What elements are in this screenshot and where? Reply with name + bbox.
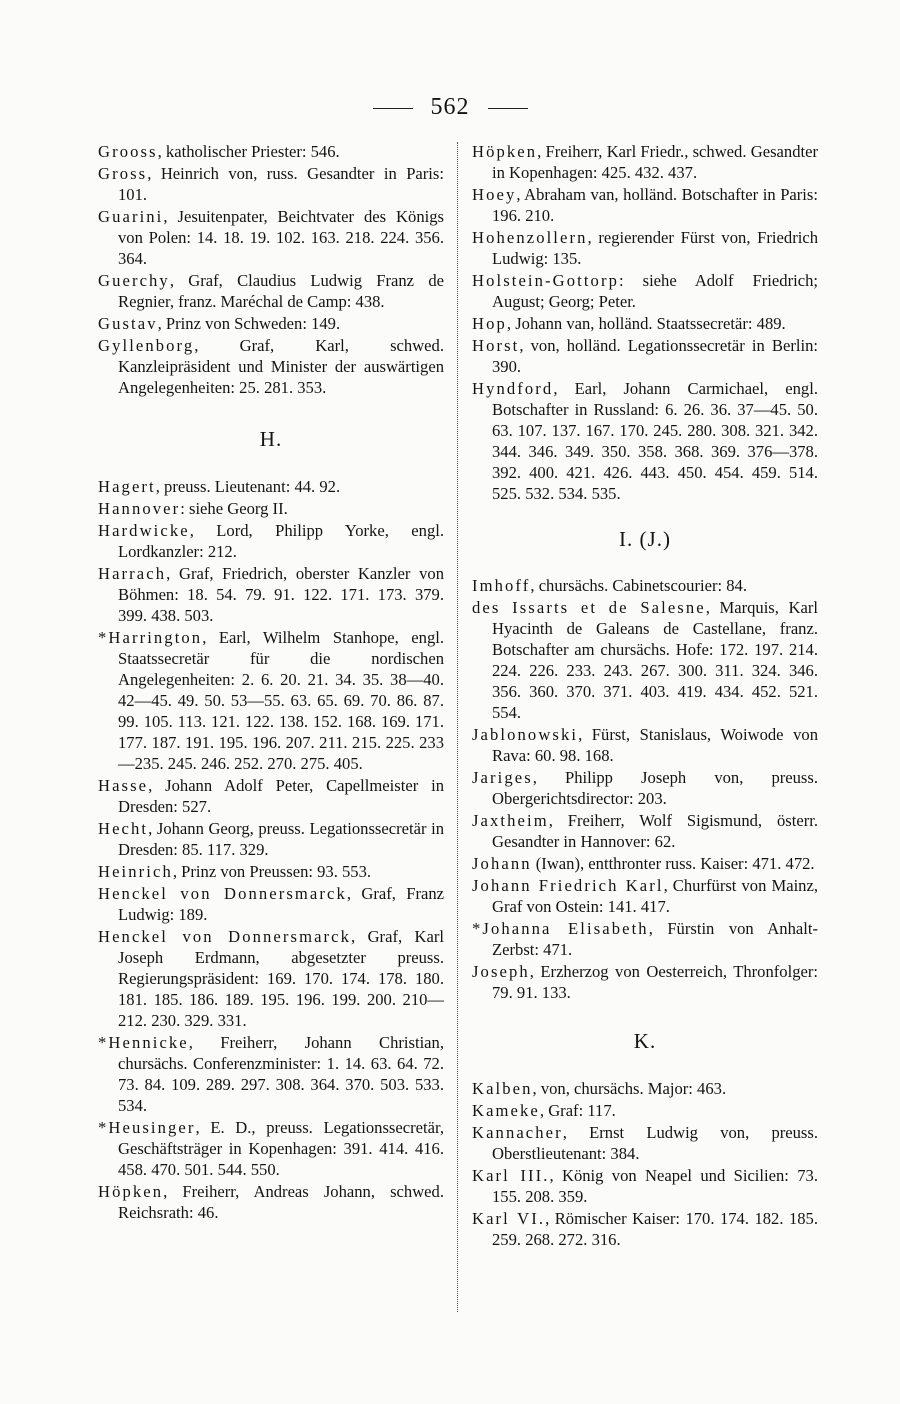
column-divider [457, 142, 458, 1312]
entry-detail: , Johann Adolf Peter, Capellmeister in Dresden: 527. [118, 776, 444, 816]
entry-detail: , Fürst, Stanislaus, Woiwode von Rava: 60. 98. 168. [492, 725, 818, 765]
right-block-i [472, 575, 818, 1003]
entry-detail: , Freiherr, Karl Friedr., schwed. Gesandter in Kopenhagen: 425. 432. 437. [492, 142, 818, 182]
entry-detail: , Heinrich von, russ. Gesandter in Paris: 101. [118, 164, 444, 204]
entry-name: Karl III. [472, 1166, 550, 1185]
entry-detail: , Freiherr, Johann Christian, chursächs. Conferenzminister: 1. 14. 63. 64. 72. 73. 84. 109. 289. 297. 308. 364. 370. 503. 533. 534. [118, 1033, 444, 1115]
entry-detail: , Graf, Claudius Ludwig Franz de Regnier, franz. Maréchal de Camp: 438. [118, 271, 444, 311]
entry-detail: , E. D., preuss. Legationssecretär, Geschäftsträger in Kopenhagen: 391. 414. 416. 458. 470. 501. 544. 550. [118, 1118, 444, 1179]
entry-name: Imhoff [472, 576, 531, 595]
index-entry [98, 1117, 444, 1180]
index-entry [472, 1100, 818, 1121]
index-entry [98, 926, 444, 1031]
entry-name: Hohenzollern [472, 228, 588, 247]
entry-name: Kannacher [472, 1123, 563, 1142]
entry-name: *Johanna Elisabeth [472, 919, 649, 938]
index-entry [472, 918, 818, 960]
entry-name: des Issarts et de Salesne [472, 598, 706, 617]
entry-name: Horst [472, 336, 520, 355]
entry-detail: , König von Neapel und Sicilien: 73. 155. 208. 359. [492, 1166, 819, 1206]
entry-name: Gyllenborg [98, 336, 195, 355]
entry-detail: , Graf, Karl Joseph Erdmann, abgesetzter preuss. Regierungspräsident: 169. 170. 174. 178. 180. 181. 185. 186. 189. 195. 196. 199. 200. 210—212. 230. 329. 331. [118, 927, 444, 1030]
entry-detail: , Prinz von Schweden: 149. [157, 314, 341, 333]
entry-detail: , Erzherzog von Oesterreich, Thronfolger: 79. 91. 133. [492, 962, 818, 1002]
entry-name: Jablonowski [472, 725, 579, 744]
index-entry [472, 270, 818, 312]
section-heading-h: H. [259, 427, 283, 451]
right-column [472, 141, 818, 1251]
entry-detail: , Graf, Franz Ludwig: 189. [118, 884, 444, 924]
entry-detail: , Freiherr, Andreas Johann, schwed. Reichsrath: 46. [118, 1182, 444, 1222]
entry-detail: (Iwan), entthronter russ. Kaiser: 471. 472. [531, 854, 815, 873]
entry-name: Harrach [98, 564, 167, 583]
entry-name: Joseph [472, 962, 530, 981]
entry-name: Hardwicke [98, 521, 190, 540]
left-block-g [98, 141, 444, 398]
entry-name: Kameke [472, 1101, 540, 1120]
index-entry [472, 141, 818, 183]
entry-name: Grooss [98, 142, 158, 161]
entry-detail: , Ernst Ludwig von, preuss. Oberstlieutenant: 384. [492, 1123, 818, 1163]
entry-name: *Heusinger [98, 1118, 196, 1137]
entry-detail: , Freiherr, Wolf Sigismund, österr. Gesandter in Hannover: 62. [492, 811, 818, 851]
entry-name: Gross [98, 164, 148, 183]
index-entry [472, 810, 818, 852]
entry-detail: : siehe Georg II. [180, 499, 288, 518]
entry-name: Guerchy [98, 271, 170, 290]
index-entry [98, 883, 444, 925]
header-dash-left [373, 108, 413, 109]
index-entry [98, 498, 444, 519]
index-entry [98, 520, 444, 562]
entry-detail: , Fürstin von Anhalt-Zerbst: 471. [492, 919, 818, 959]
entry-name: Hasse [98, 776, 149, 795]
entry-name: Jaxtheim [472, 811, 549, 830]
index-entry [98, 206, 444, 269]
entry-detail: , chursächs. Cabinetscourier: 84. [530, 576, 747, 595]
entry-name: Hecht [98, 819, 149, 838]
index-entry [98, 163, 444, 205]
left-column [98, 141, 444, 1224]
section-heading-i: I. (J.) [619, 527, 671, 551]
entry-detail: , Graf, Karl, schwed. Kanzleipräsident und Minister der auswärtigen Angelegenheiten: 25. 281. 353. [118, 336, 444, 397]
index-entry [472, 1208, 818, 1250]
entry-name: Hyndford [472, 379, 554, 398]
entry-name: Hagert [98, 477, 156, 496]
entry-name: *Harrington [98, 628, 203, 647]
index-entry [472, 853, 818, 874]
page-number: 562 [430, 94, 470, 120]
index-entry [98, 563, 444, 626]
entry-detail: : siehe Adolf Friedrich; August; Georg; Peter. [492, 271, 818, 311]
entry-name: Johann [472, 854, 532, 873]
page-header [0, 94, 900, 121]
index-entry [472, 184, 818, 226]
index-entry [98, 627, 444, 774]
entry-detail: , Römischer Kaiser: 170. 174. 182. 185. 259. 268. 272. 316. [492, 1209, 818, 1249]
entry-name: Gustav [98, 314, 158, 333]
index-entry [472, 378, 818, 504]
index-entry [472, 335, 818, 377]
left-block-h [98, 476, 444, 1223]
entry-detail: , Graf: 117. [539, 1101, 616, 1120]
entry-detail: , Earl, Wilhelm Stanhope, engl. Staatssecretär für die nordischen Angelegenheiten: 2. 6. 20. 21. 34. 35. 38—40. 42—45. 49. 50. 53—55. 63. 65. 69. 70. 86. 87. 99. 105. 113. 121. 122. 138. 152. 168. 169. 171. 177. 187. 191. 195. 196. 207. 211. 215. 225. 233—235. 245. 246. 252. 270. 275. 405. [118, 628, 444, 773]
index-entry [98, 775, 444, 817]
entry-name: *Hennicke [98, 1033, 189, 1052]
entry-detail: , Johann van, holländ. Staatssecretär: 489. [506, 314, 786, 333]
entry-detail: , preuss. Lieutenant: 44. 92. [155, 477, 341, 496]
entry-name: Guarini [98, 207, 164, 226]
entry-detail: , katholischer Priester: 546. [157, 142, 340, 161]
index-entry [98, 476, 444, 497]
entry-detail: , von, chursächs. Major: 463. [532, 1079, 727, 1098]
entry-name: Holstein-Gottorp [472, 271, 619, 290]
index-entry [472, 767, 818, 809]
entry-name: Höpken [98, 1182, 164, 1201]
entry-name: Hop [472, 314, 507, 333]
index-entry [98, 141, 444, 162]
header-dash-right [488, 108, 528, 109]
entry-detail: , Philipp Joseph von, preuss. Obergerichtsdirector: 203. [492, 768, 818, 808]
entry-detail: , Churfürst von Mainz, Graf von Ostein: 141. 417. [492, 876, 818, 916]
entry-name: Hannover [98, 499, 181, 518]
entry-name: Höpken [472, 142, 538, 161]
index-entry [98, 335, 444, 398]
entry-name: Johann Friedrich Karl [472, 876, 664, 895]
entry-detail: , Graf, Friedrich, oberster Kanzler von Böhmen: 18. 54. 79. 91. 122. 171. 173. 379. 399. 438. 503. [118, 564, 444, 625]
section-heading-k: K. [633, 1029, 657, 1053]
index-entry [98, 818, 444, 860]
index-entry [472, 1122, 818, 1164]
index-entry [472, 597, 818, 723]
entry-detail: , Earl, Johann Carmichael, engl. Botschafter in Russland: 6. 26. 36. 37—45. 50. 63. 107. 137. 167. 170. 245. 280. 308. 321. 342. 344. 346. 349. 350. 358. 368. 369. 376—378. 392. 400. 421. 426. 443. 450. 454. 459. 514. 525. 532. 534. 535. [492, 379, 818, 503]
index-entry [472, 227, 818, 269]
index-entry [472, 875, 818, 917]
index-entry [98, 1181, 444, 1223]
entry-detail: , Marquis, Karl Hyacinth de Galeans de Castellane, franz. Botschafter am chursächs. Hofe: 172. 197. 214. 224. 226. 233. 243. 267. 300. 311. 324. 346. 356. 360. 370. 371. 403. 419. 434. 452. 521. 554. [492, 598, 818, 722]
entry-name: Jariges [472, 768, 533, 787]
index-entry [98, 1032, 444, 1116]
entry-detail: , von, holländ. Legationssecretär in Berlin: 390. [492, 336, 818, 376]
entry-name: Henckel von Donnersmarck [98, 927, 352, 946]
index-entry [472, 961, 818, 1003]
entry-detail: , Abraham van, holländ. Botschafter in Paris: 196. 210. [492, 185, 818, 225]
index-entry [472, 1165, 818, 1207]
entry-detail: , Lord, Philipp Yorke, engl. Lordkanzler: 212. [118, 521, 444, 561]
index-entry [472, 313, 818, 334]
entry-detail: , Jesuitenpater, Beichtvater des Königs von Polen: 14. 18. 19. 102. 163. 218. 224. 356. 364. [118, 207, 444, 268]
index-entry [472, 724, 818, 766]
entry-detail: , regierender Fürst von, Friedrich Ludwig: 135. [492, 228, 818, 268]
right-block-h [472, 141, 818, 504]
entry-name: Heinrich [98, 862, 173, 881]
index-entry [98, 861, 444, 882]
index-entry [472, 1078, 818, 1099]
entry-name: Henckel von Donnersmarck [98, 884, 347, 903]
index-entry [472, 575, 818, 596]
entry-name: Karl VI. [472, 1209, 546, 1228]
entry-name: Hoey [472, 185, 517, 204]
entry-detail: , Johann Georg, preuss. Legationssecretär in Dresden: 85. 117. 329. [118, 819, 444, 859]
index-entry [98, 313, 444, 334]
index-entry [98, 270, 444, 312]
entry-name: Kalben [472, 1079, 533, 1098]
entry-detail: , Prinz von Preussen: 93. 553. [172, 862, 372, 881]
right-block-k [472, 1078, 818, 1250]
